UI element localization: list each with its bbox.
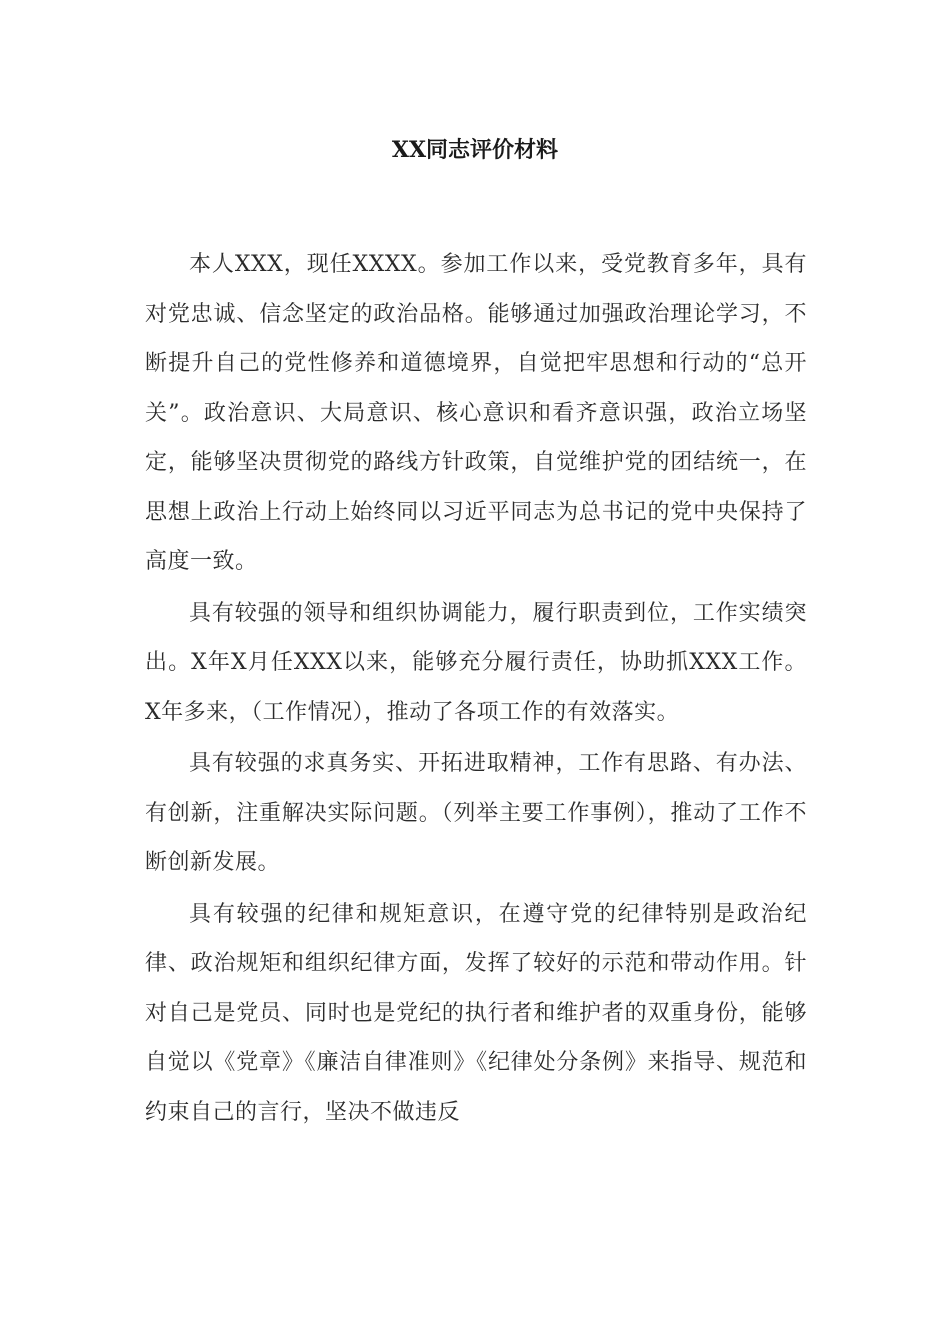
paragraph-1: 本人XXX，现任XXXX。参加工作以来，受党教育多年，具有对党忠诚、信念坚定的政治品格。能够通过加强政治理论学习，不断提升自己的党性修养和道德境界，自觉把牢思想和行动的“总开关”。政治意识、大局意识、核心意识和看齐意识强，政治立场坚定，能够坚决贯彻党的路线方针政策，自觉维护党的团结统一，在思想上政治上行动上始终同以习近平同志为总书记的党中央保持了高度一致。 [145,252,807,574]
document-body [145,240,807,1139]
paragraph-3: 具有较强的求真务实、开拓进取精神，工作有思路、有办法、有创新，注重解决实际问题。（列举主要工作事例），推动了工作不断创新发展。 [145,751,807,875]
document-title: XX同志评价材料 [391,137,559,163]
paragraph-2: 具有较强的领导和组织协调能力，履行职责到位，工作实绩突出。X年X月任XXX以来，能够充分履行责任，协助抓XXX工作。X年多来，（工作情况），推动了各项工作的有效落实。 [145,600,807,725]
paragraph-4: 具有较强的纪律和规矩意识，在遵守党的纪律特别是政治纪律、政治规矩和组织纪律方面，发挥了较好的示范和带动作用。针对自己是党员、同时也是党纪的执行者和维护者的双重身份，能够自觉以《党章》《廉洁自律准则》《纪律处分条例》来指导、规范和约束自己的言行，坚决不做违反 [145,901,807,1125]
